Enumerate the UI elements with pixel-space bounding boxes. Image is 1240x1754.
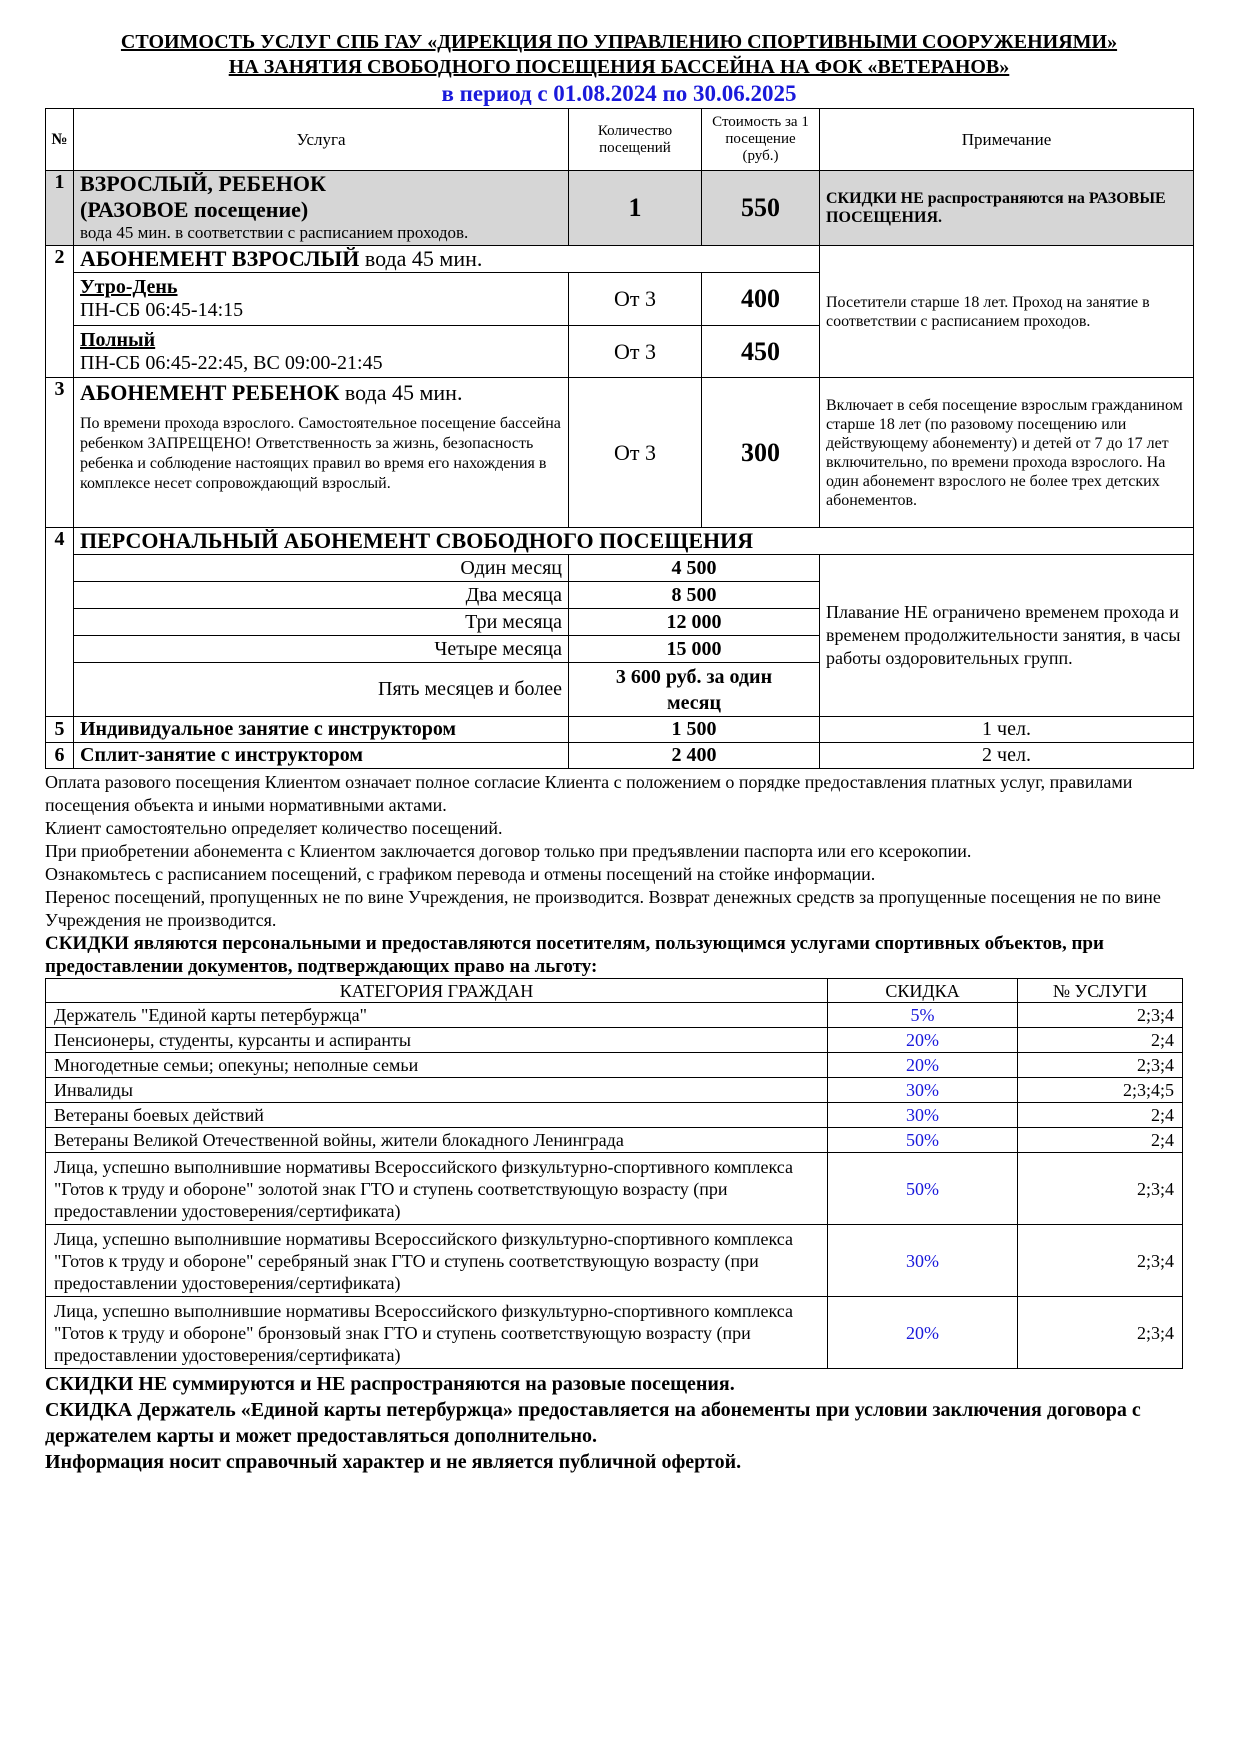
col-service-header: Услуга bbox=[74, 109, 569, 171]
service-title: ПЕРСОНАЛЬНЫЙ АБОНЕМЕНТ СВОБОДНОГО ПОСЕЩЕНИЯ bbox=[74, 528, 1194, 555]
service-water-time: вода 45 мин. bbox=[364, 246, 483, 271]
discount-services: 2;4 bbox=[1018, 1128, 1183, 1153]
discount-table-header bbox=[46, 979, 1183, 1003]
visit-price: 300 bbox=[702, 378, 820, 528]
col-services-header: № УСЛУГИ bbox=[1018, 979, 1183, 1003]
discount-percent: 20% bbox=[828, 1028, 1018, 1053]
discount-row bbox=[46, 1003, 1183, 1028]
discount-services: 2;3;4;5 bbox=[1018, 1078, 1183, 1103]
discount-services: 2;3;4 bbox=[1018, 1153, 1183, 1225]
subscription-price: 8 500 bbox=[569, 582, 820, 609]
service-title: АБОНЕМЕНТ РЕБЕНОК bbox=[80, 380, 340, 405]
terms-paragraph: Ознакомьтесь с расписанием посещений, с графиком перевода и отмены посещений на стойке информации. bbox=[45, 864, 876, 884]
final-note: СКИДКИ НЕ суммируются и НЕ распространяются на разовые посещения. bbox=[45, 1373, 735, 1395]
discount-services: 2;3;4 bbox=[1018, 1053, 1183, 1078]
service-note: Плавание НЕ ограничено временем прохода и временем продолжительности занятия, в часы работы оздоровительных групп. bbox=[820, 555, 1194, 717]
discount-percent: 30% bbox=[828, 1225, 1018, 1297]
discount-category: Многодетные семьи; опекуны; неполные семьи bbox=[46, 1053, 828, 1078]
service-note: Включает в себя посещение взрослым гражданином старше 18 лет (по разовому посещению или действующему абонементу) и детей от 7 до 17 лет включительно, по времени прохода взрослого. На один абонемент взрослого не более трех детских абонементов. bbox=[820, 378, 1194, 528]
col-cost-header: Стоимость за 1 посещение (руб.) bbox=[702, 109, 820, 171]
price-row-1 bbox=[46, 171, 1194, 246]
service-water-time: вода 45 мин. bbox=[344, 380, 463, 405]
service-title: АБОНЕМЕНТ ВЗРОСЛЫЙ bbox=[80, 246, 360, 271]
discount-percent: 50% bbox=[828, 1153, 1018, 1225]
discount-category: Ветераны боевых действий bbox=[46, 1103, 828, 1128]
service-description: По времени прохода взрослого. Самостоятельное посещение бассейна ребенком ЗАПРЕЩЕНО! Ответственность за жизнь, безопасность ребенка и соблюдение настоящих правил во время его нахождения в комплексе несет сопровождающий взрослый. bbox=[80, 415, 561, 492]
discount-row bbox=[46, 1103, 1183, 1128]
price-row-2-header bbox=[46, 246, 1194, 273]
service-title: Сплит-занятие с инструктором bbox=[74, 743, 569, 769]
discount-category: Лица, успешно выполнившие нормативы Всероссийского физкультурно-спортивного комплекса "Готов к труду и обороне" бронзовый знак ГТО и ступень соответствующую возрасту (при предоставлении удостоверения/сертификата) bbox=[46, 1297, 828, 1369]
terms-paragraph: Оплата разового посещения Клиентом означает полное согласие Клиента с положением о порядке предоставления платных услуг, правилами посещения объекта и иными нормативными актами. bbox=[45, 772, 1133, 815]
terms-block bbox=[45, 771, 1193, 978]
row-number: 5 bbox=[46, 717, 74, 743]
discount-services: 2;3;4 bbox=[1018, 1225, 1183, 1297]
subscription-price: 15 000 bbox=[569, 636, 820, 663]
subscription-hours: ПН-СБ 06:45-14:15 bbox=[80, 299, 244, 321]
visit-count: От 3 bbox=[569, 326, 702, 378]
discount-percent: 30% bbox=[828, 1078, 1018, 1103]
visit-price: 1 500 bbox=[569, 717, 820, 743]
service-title: ВЗРОСЛЫЙ, РЕБЕНОК bbox=[80, 171, 326, 196]
terms-paragraph: Клиент самостоятельно определяет количество посещений. bbox=[45, 818, 503, 838]
service-note: Посетители старше 18 лет. Проход на занятие в соответствии с расписанием проходов. bbox=[820, 246, 1194, 378]
visit-price: 400 bbox=[702, 273, 820, 326]
document-title-line-1: СТОИМОСТЬ УСЛУГ СПБ ГАУ «ДИРЕКЦИЯ ПО УПРАВЛЕНИЮ СПОРТИВНЫМИ СООРУЖЕНИЯМИ» bbox=[120, 31, 1118, 53]
discount-category: Пенсионеры, студенты, курсанты и аспиранты bbox=[46, 1028, 828, 1053]
discount-intro: СКИДКИ являются персональными и предоставляются посетителям, пользующимся услугами спортивных объектов, при предоставлении документов, подтверждающих право на льготу: bbox=[45, 933, 1104, 977]
final-notes bbox=[45, 1371, 1193, 1475]
visit-price: 450 bbox=[702, 326, 820, 378]
subscription-hours: ПН-СБ 06:45-22:45, ВС 09:00-21:45 bbox=[80, 351, 383, 374]
discount-percent: 30% bbox=[828, 1103, 1018, 1128]
col-count-header: Количество посещений bbox=[569, 109, 702, 171]
discount-category: Инвалиды bbox=[46, 1078, 828, 1103]
subscription-price: 12 000 bbox=[569, 609, 820, 636]
subscription-title: Утро-День bbox=[80, 276, 178, 298]
document-period: в период с 01.08.2024 по 30.06.2025 bbox=[441, 81, 797, 106]
discount-services: 2;4 bbox=[1018, 1103, 1183, 1128]
price-row-5 bbox=[46, 717, 1194, 743]
terms-paragraph: При приобретении абонемента с Клиентом заключается договор только при предъявлении паспорта или его ксерокопии. bbox=[45, 841, 972, 861]
visit-price: 550 bbox=[702, 171, 820, 246]
service-title: Индивидуальное занятие с инструктором bbox=[74, 717, 569, 743]
discount-category: Лица, успешно выполнившие нормативы Всероссийского физкультурно-спортивного комплекса "Готов к труду и обороне" золотой знак ГТО и ступень соответствующую возрасту (при предоставлении удостоверения/сертификата) bbox=[46, 1153, 828, 1225]
final-note: СКИДКА Держатель «Единой карты петербуржца» предоставляется на абонементы при условии заключения договора с держателем карты и может предоставляться дополнительно. bbox=[45, 1399, 1141, 1447]
discount-row bbox=[46, 1128, 1183, 1153]
service-note: 2 чел. bbox=[820, 743, 1194, 769]
row-number: 2 bbox=[46, 246, 74, 378]
discount-row bbox=[46, 1028, 1183, 1053]
discount-services: 2;4 bbox=[1018, 1028, 1183, 1053]
col-category-header: КАТЕГОРИЯ ГРАЖДАН bbox=[46, 979, 828, 1003]
discount-percent: 20% bbox=[828, 1053, 1018, 1078]
discount-services: 2;3;4 bbox=[1018, 1003, 1183, 1028]
subscription-period: Один месяц bbox=[74, 555, 569, 582]
discount-row bbox=[46, 1225, 1183, 1297]
discount-row bbox=[46, 1053, 1183, 1078]
service-note: СКИДКИ НЕ распространяются на РАЗОВЫЕ ПОСЕЩЕНИЯ. bbox=[820, 171, 1194, 246]
subscription-period: Три месяца bbox=[74, 609, 569, 636]
service-note: 1 чел. bbox=[820, 717, 1194, 743]
row-number: 4 bbox=[46, 528, 74, 717]
price-table-header bbox=[46, 109, 1194, 171]
subscription-price: 3 600 руб. за один месяц bbox=[569, 663, 820, 717]
discount-category: Держатель "Единой карты петербуржца" bbox=[46, 1003, 828, 1028]
row-number: 1 bbox=[46, 171, 74, 246]
discount-category: Ветераны Великой Отечественной войны, жители блокадного Ленинграда bbox=[46, 1128, 828, 1153]
document-title-line-2: НА ЗАНЯТИЯ СВОБОДНОГО ПОСЕЩЕНИЯ БАССЕЙНА НА ФОК «ВЕТЕРАНОВ» bbox=[228, 56, 1010, 78]
price-row-4-header bbox=[46, 528, 1194, 555]
subscription-title: Полный bbox=[80, 328, 156, 351]
subscription-period: Четыре месяца bbox=[74, 636, 569, 663]
price-document bbox=[45, 30, 1193, 1475]
terms-paragraph: Перенос посещений, пропущенных не по вине Учреждения, не производится. Возврат денежных средств за пропущенные посещения не по вине Учреждения не производится. bbox=[45, 887, 1161, 930]
discount-category: Лица, успешно выполнившие нормативы Всероссийского физкультурно-спортивного комплекса "Готов к труду и обороне" серебряный знак ГТО и ступень соответствующую возрасту (при предоставлении удостоверения/сертификата) bbox=[46, 1225, 828, 1297]
subscription-period: Два месяца bbox=[74, 582, 569, 609]
row-number: 6 bbox=[46, 743, 74, 769]
discount-table bbox=[45, 978, 1183, 1369]
discount-percent: 50% bbox=[828, 1128, 1018, 1153]
service-description: вода 45 мин. в соответствии с расписанием проходов. bbox=[80, 223, 469, 242]
subscription-period: Пять месяцев и более bbox=[74, 663, 569, 717]
final-note: Информация носит справочный характер и не является публичной офертой. bbox=[45, 1451, 742, 1473]
subscription-price: 4 500 bbox=[569, 555, 820, 582]
visit-price: 2 400 bbox=[569, 743, 820, 769]
price-row-3 bbox=[46, 378, 1194, 528]
visit-count: 1 bbox=[569, 171, 702, 246]
discount-row bbox=[46, 1153, 1183, 1225]
row-number: 3 bbox=[46, 378, 74, 528]
discount-services: 2;3;4 bbox=[1018, 1297, 1183, 1369]
discount-percent: 5% bbox=[828, 1003, 1018, 1028]
price-table bbox=[45, 108, 1194, 769]
service-subtitle: (РАЗОВОЕ посещение) bbox=[80, 197, 309, 222]
visit-count: От 3 bbox=[569, 273, 702, 326]
discount-percent: 20% bbox=[828, 1297, 1018, 1369]
visit-count: От 3 bbox=[569, 378, 702, 528]
col-note-header: Примечание bbox=[820, 109, 1194, 171]
discount-row bbox=[46, 1078, 1183, 1103]
col-discount-header: СКИДКА bbox=[828, 979, 1018, 1003]
discount-row bbox=[46, 1297, 1183, 1369]
col-num-header: № bbox=[46, 109, 74, 171]
personal-subscription-row bbox=[46, 555, 1194, 582]
price-row-6 bbox=[46, 743, 1194, 769]
